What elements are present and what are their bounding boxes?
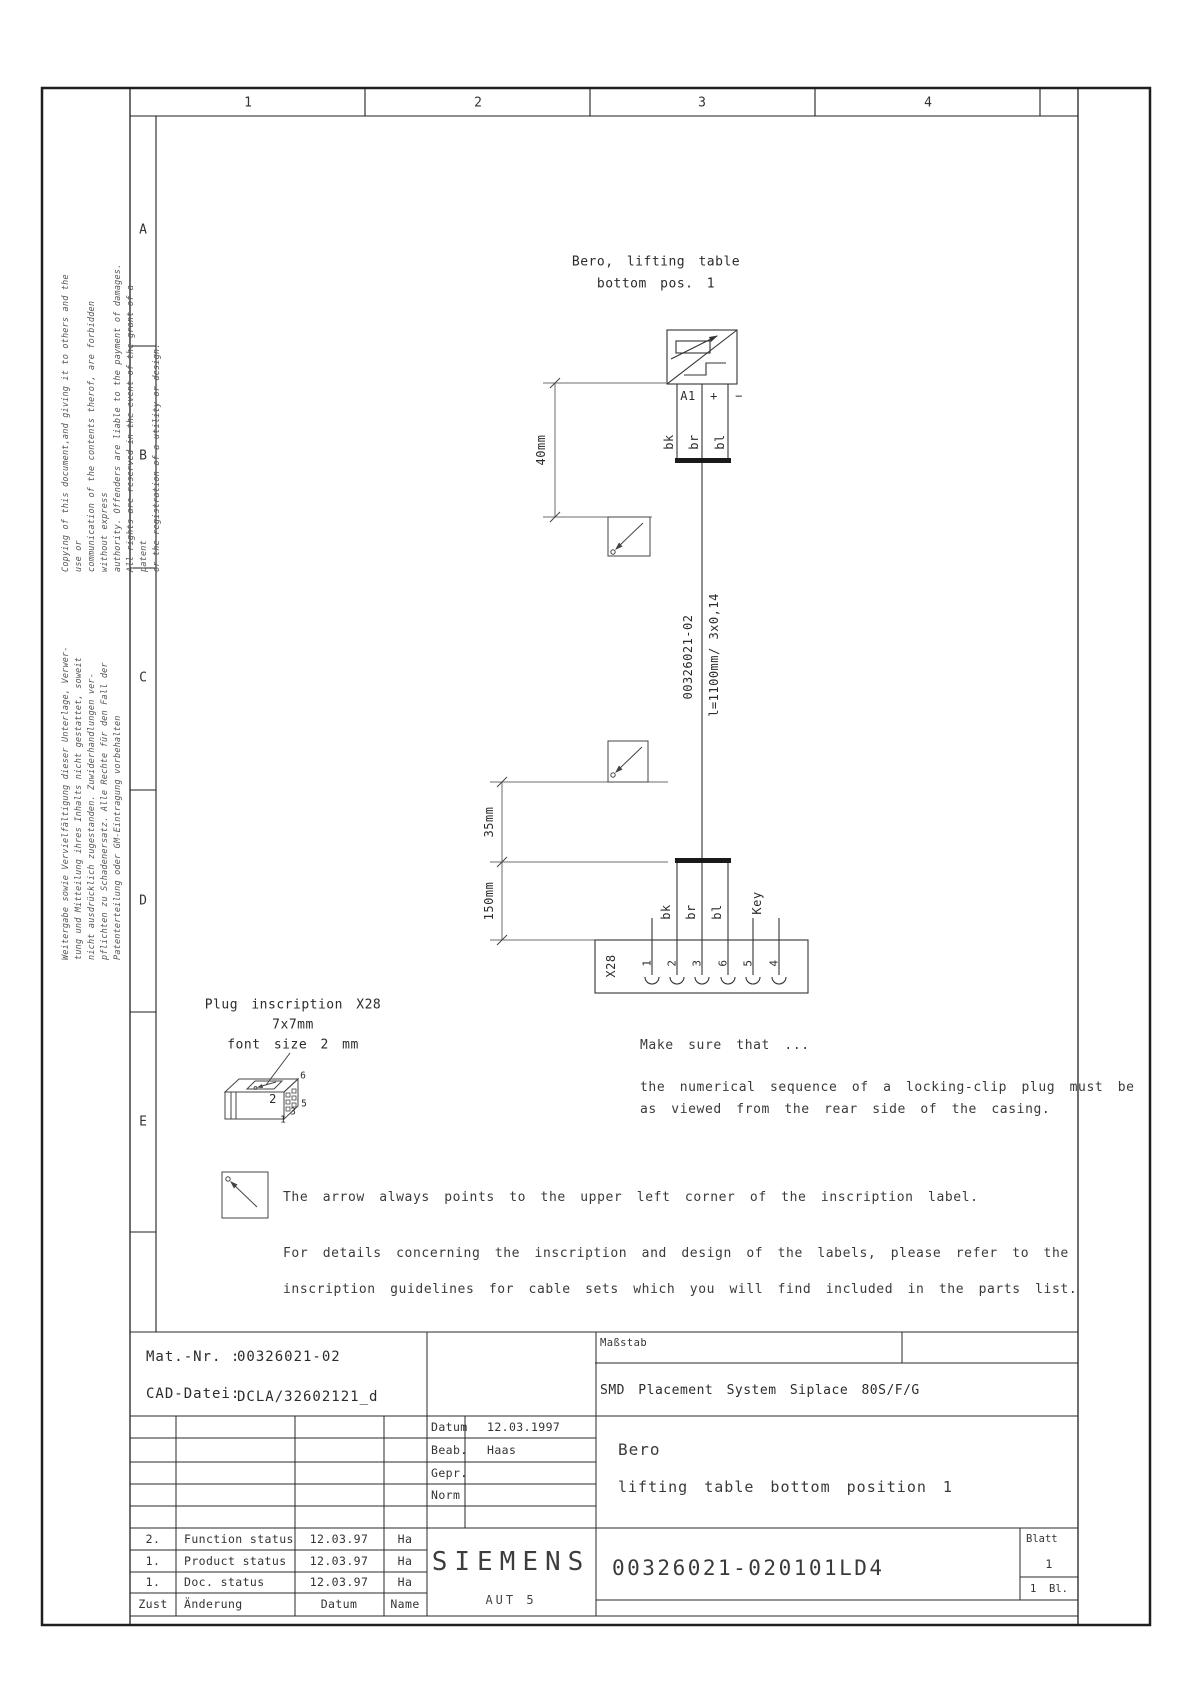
rev-datum-1: 12.03.97 xyxy=(309,1554,369,1568)
rev-aenderung-1: Product status xyxy=(184,1554,287,1568)
drawing-number: 00326021-020101LD4 xyxy=(612,1556,885,1580)
cable-number-label: 00326021-02 xyxy=(681,614,695,700)
zone-row-e: E xyxy=(139,1114,147,1130)
pin-number-1: 1 xyxy=(640,959,654,967)
terminal-a1: A1 xyxy=(680,389,696,403)
plug-note-line2: 7x7mm xyxy=(272,1017,314,1033)
wire-label-bl: bl xyxy=(713,434,727,450)
conn-wire-br: br xyxy=(684,904,698,920)
rev-header-datum: Datum xyxy=(320,1597,358,1611)
inscription-arrow-example xyxy=(222,1172,268,1218)
note-make-sure: Make sure that ... xyxy=(640,1038,810,1053)
rev-datum-0: 12.03.97 xyxy=(309,1532,369,1546)
margin-line: Weitergabe sowie Vervielfältigung dieser Unterlage, Verwer- xyxy=(61,646,71,960)
margin-line: communication of the contents therof, are forbidden without express xyxy=(87,300,110,572)
dimension-lines xyxy=(490,378,668,945)
rev-zust-0: 2. xyxy=(145,1532,161,1546)
dim-35mm: 35mm xyxy=(482,806,496,838)
zone-row-b: B xyxy=(139,448,147,464)
wire-label-br: br xyxy=(687,434,701,450)
rev-datum-2: 12.03.97 xyxy=(309,1575,369,1589)
rev-header-zust: Zust xyxy=(138,1597,168,1611)
info-value-beab: Haas xyxy=(487,1443,517,1457)
cable-spec-label: l=1100mm/ 3x0,14 xyxy=(707,593,721,717)
terminal-plus: + xyxy=(710,389,718,403)
cad-datei-value: DCLA/32602121_d xyxy=(237,1389,379,1405)
note-sequence-line1: the numerical sequence of a locking-clip plug must be xyxy=(640,1080,1135,1095)
pin-number-3: 3 xyxy=(690,959,704,967)
massstab-label: Maßstab xyxy=(600,1337,648,1349)
rev-name-2: Ha xyxy=(397,1575,413,1589)
drawing-title-line2: lifting table bottom position 1 xyxy=(618,1478,953,1496)
mat-nr-value: 00326021-02 xyxy=(237,1349,341,1365)
info-label-norm: Norm xyxy=(431,1488,461,1502)
rev-aenderung-2: Doc. status xyxy=(184,1575,265,1589)
terminal-minus: − xyxy=(735,389,743,403)
cable-run xyxy=(675,458,731,975)
info-label-datum: Datum xyxy=(431,1420,468,1434)
zone-column-1: 1 xyxy=(244,95,252,111)
component-title-line1: Bero, lifting table xyxy=(571,254,741,270)
pin-number-5: 5 xyxy=(741,959,755,967)
note-arrow: The arrow always points to the upper left corner of the inscription label. xyxy=(283,1190,979,1205)
inscription-label-symbol-1 xyxy=(608,517,650,556)
rev-aenderung-0: Function status xyxy=(184,1532,294,1546)
pin-number-2: 2 xyxy=(665,959,679,967)
title-block-grid xyxy=(130,1332,1078,1616)
rev-zust-2: 1. xyxy=(145,1575,161,1589)
drawing-title-line1: Bero xyxy=(618,1440,661,1459)
note-details-line2: inscription guidelines for cable sets which you will find included in the parts list. xyxy=(283,1282,1078,1297)
zone-row-c: C xyxy=(139,670,147,686)
system-title: SMD Placement System Siplace 80S/F/G xyxy=(600,1383,920,1398)
margin-line: Patenterteilung oder GM-Eintragung vorbehalten xyxy=(113,715,123,960)
note-details-line1: For details concerning the inscription and design of the labels, please refer to the xyxy=(283,1246,1069,1261)
plug-pin-3: 3 xyxy=(290,1106,296,1118)
conn-wire-bl: bl xyxy=(710,904,724,920)
pin-number-4: 4 xyxy=(767,959,781,967)
info-value-datum: 12.03.1997 xyxy=(487,1420,561,1434)
plug-note-line3: font size 2 mm xyxy=(227,1037,359,1053)
pin-number-6: 6 xyxy=(716,959,730,967)
plug-pin-2: 2 xyxy=(269,1092,277,1106)
rev-name-1: Ha xyxy=(397,1554,413,1568)
plug-pin-6: 6 xyxy=(300,1070,306,1082)
department-label: AUT 5 xyxy=(485,1593,537,1607)
info-label-gepr: Gepr. xyxy=(431,1466,468,1480)
info-label-beab: Beab. xyxy=(431,1443,468,1457)
plug-note-line1: Plug inscription X28 xyxy=(204,997,382,1013)
blatt-label: Blatt xyxy=(1026,1533,1058,1545)
blatt-value: 1 xyxy=(1045,1557,1053,1571)
margin-notice-english xyxy=(60,262,164,572)
wire-label-bk: bk xyxy=(662,434,676,450)
zone-column-3: 3 xyxy=(698,95,706,111)
dim-40mm: 40mm xyxy=(534,434,548,466)
margin-notice-german xyxy=(60,560,125,960)
plug-3d-sketch xyxy=(225,1053,298,1119)
conn-key-label: Key xyxy=(750,891,764,915)
conn-wire-bk: bk xyxy=(659,904,673,920)
margin-line: Copying of this document,and giving it to others and the use or xyxy=(61,274,84,572)
plug-pin-1: 1 xyxy=(280,1114,286,1126)
zone-row-a: A xyxy=(139,222,147,238)
component-title-line2: bottom pos. 1 xyxy=(596,276,716,292)
mat-nr-label: Mat.-Nr. : xyxy=(146,1349,241,1365)
rev-header-name: Name xyxy=(390,1597,420,1611)
rev-name-0: Ha xyxy=(397,1532,413,1546)
rev-zust-1: 1. xyxy=(145,1554,161,1568)
connector-name-x28: X28 xyxy=(604,954,618,978)
margin-line: nicht ausdrücklich zugestanden. Zuwiderhandlungen ver- xyxy=(87,672,97,960)
margin-line: All rights are reserved in the event of the grant of a patent xyxy=(126,284,149,572)
bl-count-value: 1 Bl. xyxy=(1030,1583,1068,1595)
margin-line: authority. Offenders are liable to the payment of damages. xyxy=(113,263,123,572)
cad-datei-label: CAD-Datei: xyxy=(146,1386,241,1402)
margin-line: pflichten zu Schadenersatz. Alle Rechte für den Fall der xyxy=(100,662,110,960)
zone-row-d: D xyxy=(139,893,147,909)
margin-line: or the registration of a utility or design. xyxy=(152,343,162,572)
note-sequence-line2: as viewed from the rear side of the casing. xyxy=(640,1102,1051,1117)
zone-column-4: 4 xyxy=(924,95,932,111)
margin-line: tung und Mitteilung ihres Inhalts nicht gestattet, soweit xyxy=(74,656,84,960)
inscription-label-symbol-2 xyxy=(608,741,648,782)
dim-150mm: 150mm xyxy=(482,881,496,921)
rev-header-aenderung: Änderung xyxy=(184,1597,243,1611)
company-logo-text: SIEMENS xyxy=(431,1547,591,1577)
plug-pin-5: 5 xyxy=(301,1098,307,1110)
zone-column-2: 2 xyxy=(474,95,482,111)
